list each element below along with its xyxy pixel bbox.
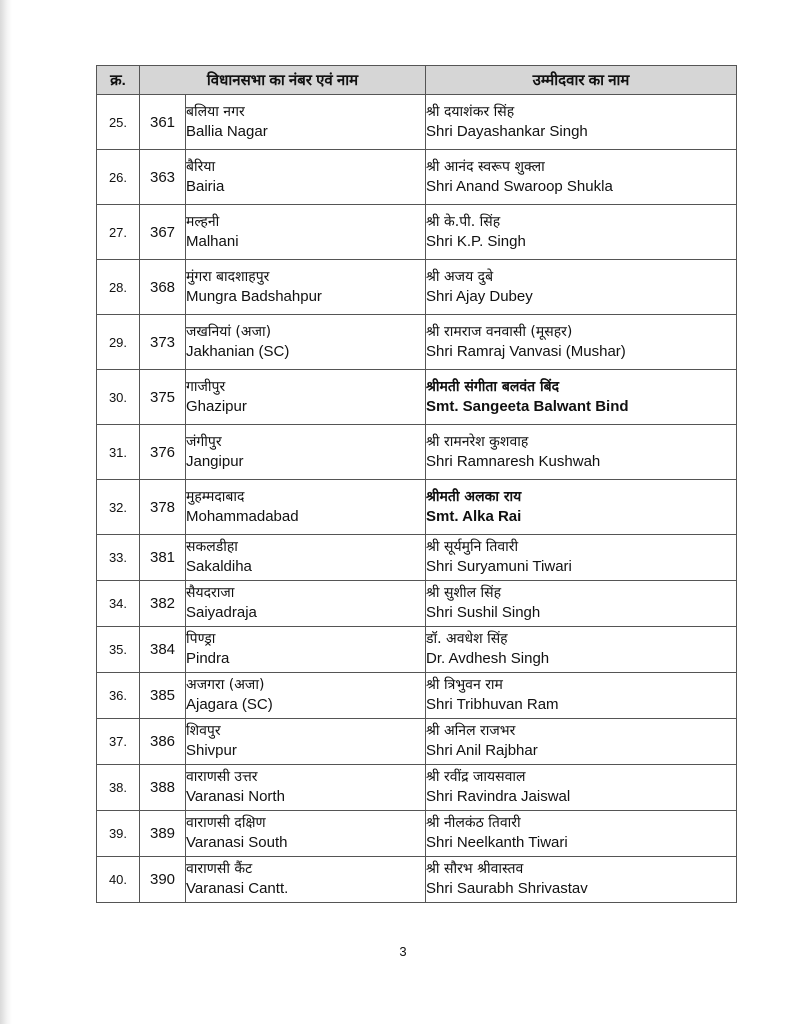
candidate-name-cell [426, 370, 737, 425]
serial-cell: 40. [97, 857, 140, 903]
table-row [97, 581, 737, 627]
constituency-name-hindi: वाराणसी उत्तर [186, 769, 258, 785]
candidate-name-hindi: श्री सौरभ श्रीवास्तव [426, 861, 524, 877]
constituency-number-cell: 361 [140, 95, 186, 150]
table-row [97, 535, 737, 581]
constituency-number-cell: 388 [140, 765, 186, 811]
constituency-name-english: Bairia [186, 177, 225, 195]
header-constituency: विधानसभा का नंबर एवं नाम [140, 66, 426, 95]
candidate-name-cell [426, 765, 737, 811]
constituency-number-cell: 389 [140, 811, 186, 857]
constituency-name-english: Mungra Badshahpur [186, 287, 322, 305]
constituency-number-cell: 367 [140, 205, 186, 260]
candidate-name-hindi: डॉ. अवधेश सिंह [426, 631, 508, 647]
constituency-number-cell: 378 [140, 480, 186, 535]
table-row [97, 205, 737, 260]
candidate-name-cell [426, 425, 737, 480]
constituency-name-cell [186, 95, 426, 150]
candidate-name-hindi: श्री रामराज वनवासी (मूसहर) [426, 323, 573, 340]
candidate-name-english: Smt. Sangeeta Balwant Bind [426, 397, 629, 415]
page-number: 3 [399, 944, 407, 959]
candidate-name-english: Shri Tribhuvan Ram [426, 696, 559, 713]
constituency-name-english: Ballia Nagar [186, 122, 268, 140]
candidate-name-hindi: श्री अनिल राजभर [426, 723, 516, 739]
candidate-name-english: Shri Ramnaresh Kushwah [426, 452, 601, 470]
constituency-name-cell [186, 719, 426, 765]
candidate-name-hindi: श्री नीलकंठ तिवारी [426, 815, 521, 831]
serial-cell: 37. [97, 719, 140, 765]
candidate-name-english: Shri Sushil Singh [426, 604, 541, 621]
candidate-name-cell [426, 581, 737, 627]
candidate-name-english: Shri Ajay Dubey [426, 287, 533, 305]
candidate-name-english: Shri Ravindra Jaiswal [426, 788, 571, 805]
constituency-number-cell: 376 [140, 425, 186, 480]
constituency-name-hindi: जखनियां (अजा) [186, 323, 272, 340]
candidate-name-hindi: श्री दयाशंकर सिंह [426, 103, 515, 120]
constituency-name-cell [186, 370, 426, 425]
constituency-name-english: Malhani [186, 232, 239, 250]
constituency-name-cell [186, 315, 426, 370]
constituency-name-hindi: मल्हनी [186, 213, 220, 230]
constituency-name-hindi: बलिया नगर [186, 103, 245, 120]
candidate-name-english: Smt. Alka Rai [426, 507, 522, 525]
candidate-name-english: Shri Saurabh Shrivastav [426, 880, 588, 897]
table-row [97, 765, 737, 811]
serial-cell: 30. [97, 370, 140, 425]
constituency-name-cell [186, 480, 426, 535]
table-row [97, 370, 737, 425]
constituency-name-hindi: गाजीपुर [186, 378, 226, 395]
table-row [97, 627, 737, 673]
serial-cell: 27. [97, 205, 140, 260]
candidate-name-hindi: श्री अजय दुबे [426, 268, 494, 285]
constituency-name-english: Varanasi North [186, 788, 285, 805]
candidate-name-english: Shri Neelkanth Tiwari [426, 834, 568, 851]
constituency-number-cell: 373 [140, 315, 186, 370]
candidate-name-cell [426, 480, 737, 535]
constituency-name-english: Saiyadraja [186, 604, 257, 621]
serial-cell: 26. [97, 150, 140, 205]
constituency-name-english: Varanasi Cantt. [186, 880, 289, 897]
constituency-name-hindi: मुंगरा बादशाहपुर [186, 268, 270, 285]
table-row [97, 315, 737, 370]
candidate-name-cell [426, 150, 737, 205]
table-row [97, 150, 737, 205]
constituency-number-cell: 384 [140, 627, 186, 673]
candidate-name-english: Shri Dayashankar Singh [426, 122, 588, 140]
table-row [97, 480, 737, 535]
candidate-name-cell [426, 315, 737, 370]
constituency-name-cell [186, 260, 426, 315]
constituency-number-cell: 386 [140, 719, 186, 765]
constituency-name-cell [186, 150, 426, 205]
constituency-name-english: Sakaldiha [186, 558, 252, 575]
candidate-name-hindi: श्री रवींद्र जायसवाल [426, 769, 526, 785]
candidate-name-hindi: श्री त्रिभुवन राम [426, 677, 503, 693]
serial-cell: 29. [97, 315, 140, 370]
constituency-name-hindi: अजगरा (अजा) [186, 677, 265, 693]
table-header-row [97, 66, 737, 95]
constituency-name-cell [186, 765, 426, 811]
serial-cell: 34. [97, 581, 140, 627]
constituency-name-english: Varanasi South [186, 834, 288, 851]
serial-cell: 28. [97, 260, 140, 315]
constituency-name-hindi: जंगीपुर [186, 433, 222, 450]
constituency-name-english: Ajagara (SC) [186, 696, 273, 713]
constituency-number-cell: 382 [140, 581, 186, 627]
serial-cell: 31. [97, 425, 140, 480]
constituency-number-cell: 390 [140, 857, 186, 903]
table-body [97, 95, 737, 903]
constituency-name-hindi: सैयदराजा [186, 585, 235, 601]
constituency-name-cell [186, 425, 426, 480]
constituency-name-hindi: वाराणसी कैंट [186, 861, 253, 877]
candidate-name-hindi: श्री सूर्यमुनि तिवारी [426, 539, 519, 555]
header-candidate: उम्मीदवार का नाम [426, 66, 737, 95]
constituency-number-cell: 385 [140, 673, 186, 719]
constituency-name-english: Mohammadabad [186, 507, 299, 525]
constituency-number-cell: 368 [140, 260, 186, 315]
table-row [97, 811, 737, 857]
constituency-name-cell [186, 535, 426, 581]
header-serial: क्र. [97, 66, 140, 95]
candidate-name-cell [426, 95, 737, 150]
table-row [97, 260, 737, 315]
table-row [97, 857, 737, 903]
constituency-name-hindi: मुहम्मदाबाद [186, 488, 245, 505]
table-row [97, 95, 737, 150]
candidate-name-cell [426, 673, 737, 719]
candidate-name-hindi: श्री सुशील सिंह [426, 585, 502, 601]
serial-cell: 38. [97, 765, 140, 811]
candidate-name-hindi: श्रीमती अलका राय [426, 488, 522, 505]
candidate-list-table [96, 65, 737, 903]
page-edge-shadow [0, 0, 12, 1024]
table-row [97, 425, 737, 480]
constituency-number-cell: 375 [140, 370, 186, 425]
table-row [97, 673, 737, 719]
candidate-name-english: Shri Suryamuni Tiwari [426, 558, 572, 575]
constituency-name-cell [186, 205, 426, 260]
candidate-name-cell [426, 260, 737, 315]
constituency-name-cell [186, 857, 426, 903]
constituency-name-english: Jakhanian (SC) [186, 342, 290, 360]
candidate-name-hindi: श्रीमती संगीता बलवंत बिंद [426, 378, 560, 395]
serial-cell: 36. [97, 673, 140, 719]
constituency-name-english: Pindra [186, 650, 230, 667]
serial-cell: 32. [97, 480, 140, 535]
constituency-name-hindi: शिवपुर [186, 723, 221, 739]
constituency-name-hindi: बैरिया [186, 158, 216, 175]
candidate-name-english: Shri Ramraj Vanvasi (Mushar) [426, 342, 626, 360]
candidate-name-hindi: श्री रामनरेश कुशवाह [426, 433, 529, 450]
serial-cell: 25. [97, 95, 140, 150]
candidate-name-cell [426, 627, 737, 673]
constituency-number-cell: 363 [140, 150, 186, 205]
candidate-name-cell [426, 719, 737, 765]
candidate-name-english: Dr. Avdhesh Singh [426, 650, 550, 667]
candidate-name-english: Shri K.P. Singh [426, 232, 526, 250]
constituency-name-english: Shivpur [186, 742, 237, 759]
constituency-name-cell [186, 811, 426, 857]
candidate-name-english: Shri Anand Swaroop Shukla [426, 177, 613, 195]
candidate-name-hindi: श्री आनंद स्वरूप शुक्ला [426, 158, 545, 175]
constituency-name-cell [186, 627, 426, 673]
constituency-name-english: Jangipur [186, 452, 244, 470]
candidate-name-english: Shri Anil Rajbhar [426, 742, 538, 759]
constituency-name-hindi: वाराणसी दक्षिण [186, 815, 266, 831]
serial-cell: 39. [97, 811, 140, 857]
constituency-name-english: Ghazipur [186, 397, 247, 415]
serial-cell: 35. [97, 627, 140, 673]
candidate-name-cell [426, 535, 737, 581]
serial-cell: 33. [97, 535, 140, 581]
candidate-name-hindi: श्री के.पी. सिंह [426, 213, 501, 230]
constituency-name-cell [186, 581, 426, 627]
constituency-number-cell: 381 [140, 535, 186, 581]
candidate-name-cell [426, 811, 737, 857]
constituency-name-hindi: पिण्ड्रा [186, 631, 216, 647]
constituency-name-cell [186, 673, 426, 719]
constituency-name-hindi: सकलडीहा [186, 539, 238, 555]
candidate-name-cell [426, 857, 737, 903]
candidate-name-cell [426, 205, 737, 260]
table-row [97, 719, 737, 765]
